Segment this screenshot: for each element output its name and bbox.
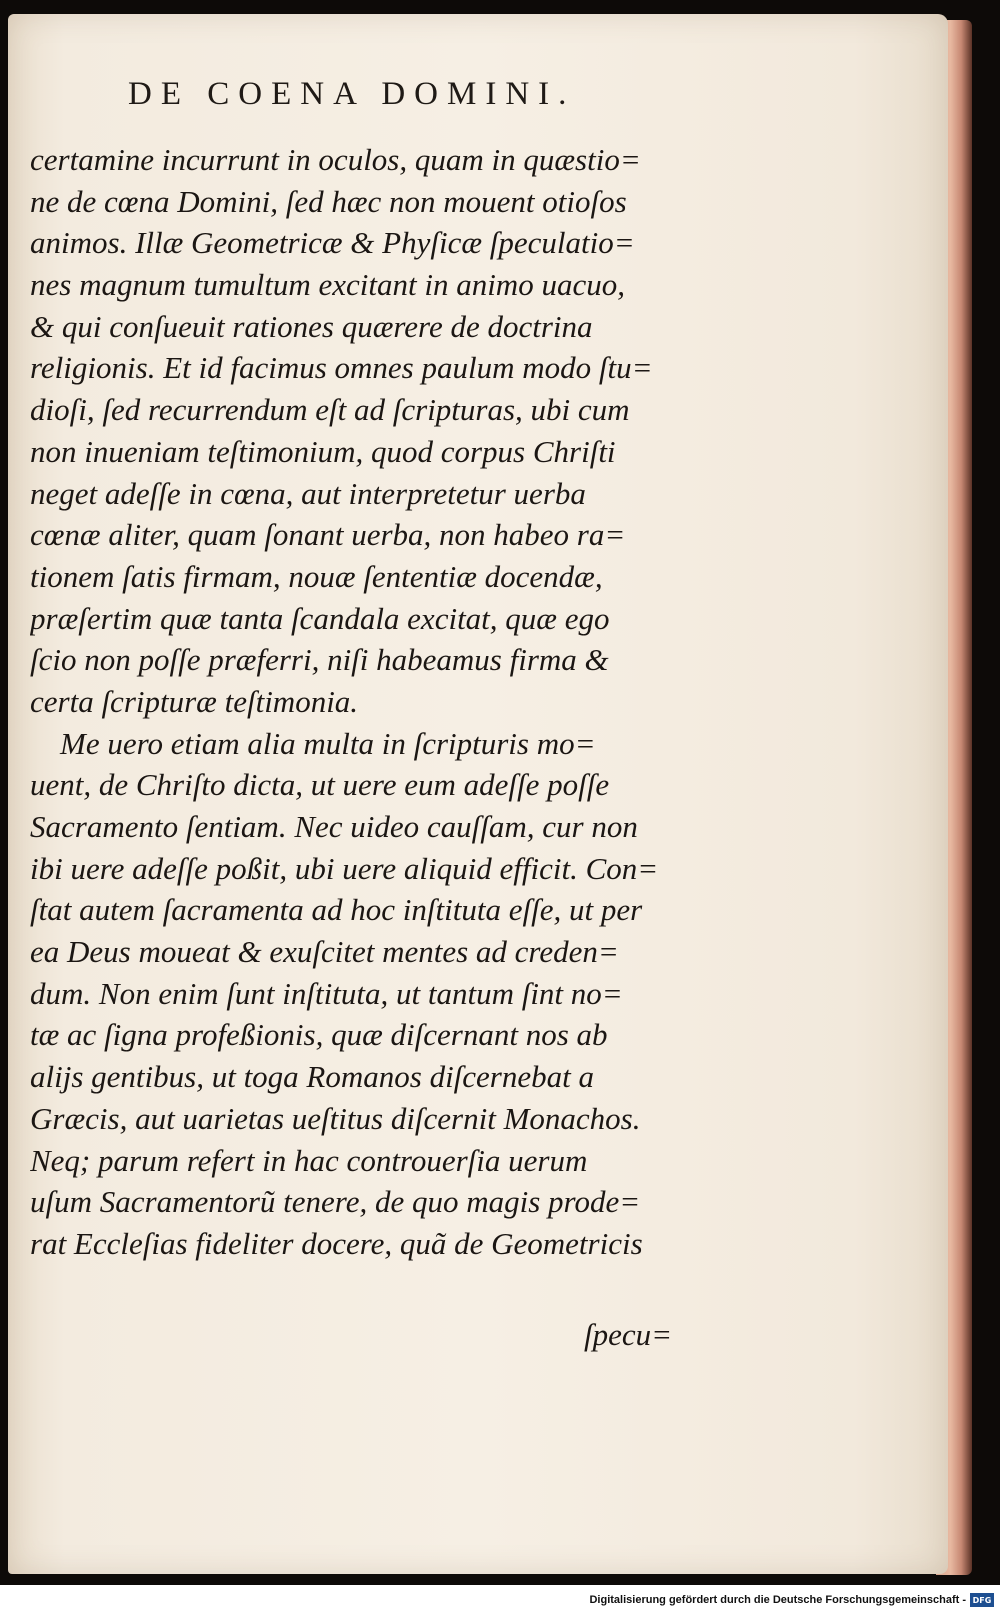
text-line: religionis. Et id facimus omnes paulum modo ſtu=	[30, 350, 653, 386]
text-line: cœnæ aliter, quam ſonant uerba, non habeo ra=	[30, 517, 626, 553]
text-line: dum. Non enim ſunt inſtituta, ut tantum ſint no=	[30, 975, 623, 1011]
text-line: præſertim quæ tanta ſcandala excitat, quæ ego	[30, 600, 610, 636]
text-line: uſum Sacramentorũ tenere, de quo magis prode=	[30, 1184, 641, 1220]
text-line: Neq; parum refert in hac controuerſia uerum	[30, 1142, 588, 1178]
text-line: animos. Illæ Geometricæ & Phyſicæ ſpeculatio=	[30, 225, 635, 261]
text-line: ne de cœna Domini, ſed hæc non mouent otioſos	[30, 183, 627, 219]
text-line: certa ſcripturæ teſtimonia.	[30, 683, 359, 719]
text-line: neget adeſſe in cœna, aut interpretetur uerba	[30, 475, 586, 511]
text-line: nes magnum tumultum excitant in animo uacuo,	[30, 267, 625, 303]
footer-credit-text: Digitalisierung gefördert durch die Deutsche Forschungsgemeinschaft -	[589, 1594, 966, 1606]
body-text	[30, 139, 730, 1265]
dfg-logo-icon: DFG	[970, 1593, 994, 1607]
text-line: rat Eccleſias fideliter docere, quã de Geometricis	[30, 1225, 643, 1261]
book-page	[8, 14, 948, 1574]
text-line: ſtat autem ſacramenta ad hoc inſtituta eſſe, ut per	[30, 892, 643, 928]
text-line: alijs gentibus, ut toga Romanos diſcernebat a	[30, 1059, 594, 1095]
text-line: Me uero etiam alia multa in ſcripturis mo=	[60, 725, 596, 761]
text-line: dioſi, ſed recurrendum eſt ad ſcripturas, ubi cum	[30, 392, 630, 428]
text-line: ſcio non poſſe præferri, niſi habeamus firma &	[30, 642, 609, 678]
text-line: & qui conſueuit rationes quærere de doctrina	[30, 308, 593, 344]
text-line: tæ ac ſigna profeßionis, quæ diſcernant nos ab	[30, 1017, 608, 1053]
text-line: uent, de Chriſto dicta, ut uere eum adeſſe poſſe	[30, 767, 610, 803]
text-line: tionem ſatis firmam, nouæ ſententiæ docendæ,	[30, 558, 603, 594]
text-line: ibi uere adeſſe poßit, ubi uere aliquid efficit. Con=	[30, 850, 659, 886]
catchword: ſpecu=	[584, 1317, 673, 1352]
text-line: Sacramento ſentiam. Nec uideo cauſſam, cur non	[30, 809, 638, 844]
text-line: certamine incurrunt in oculos, quam in quæstio=	[30, 142, 641, 177]
text-line: ea Deus moueat & exuſcitet mentes ad creden=	[30, 934, 619, 970]
footer-credit	[589, 1592, 994, 1608]
text-line: non inueniam teſtimonium, quod corpus Chriſti	[30, 433, 616, 469]
running-head: DE COENA DOMINI.	[128, 76, 576, 112]
text-line: Græcis, aut uarietas ueſtitus diſcernit Monachos.	[30, 1100, 641, 1136]
